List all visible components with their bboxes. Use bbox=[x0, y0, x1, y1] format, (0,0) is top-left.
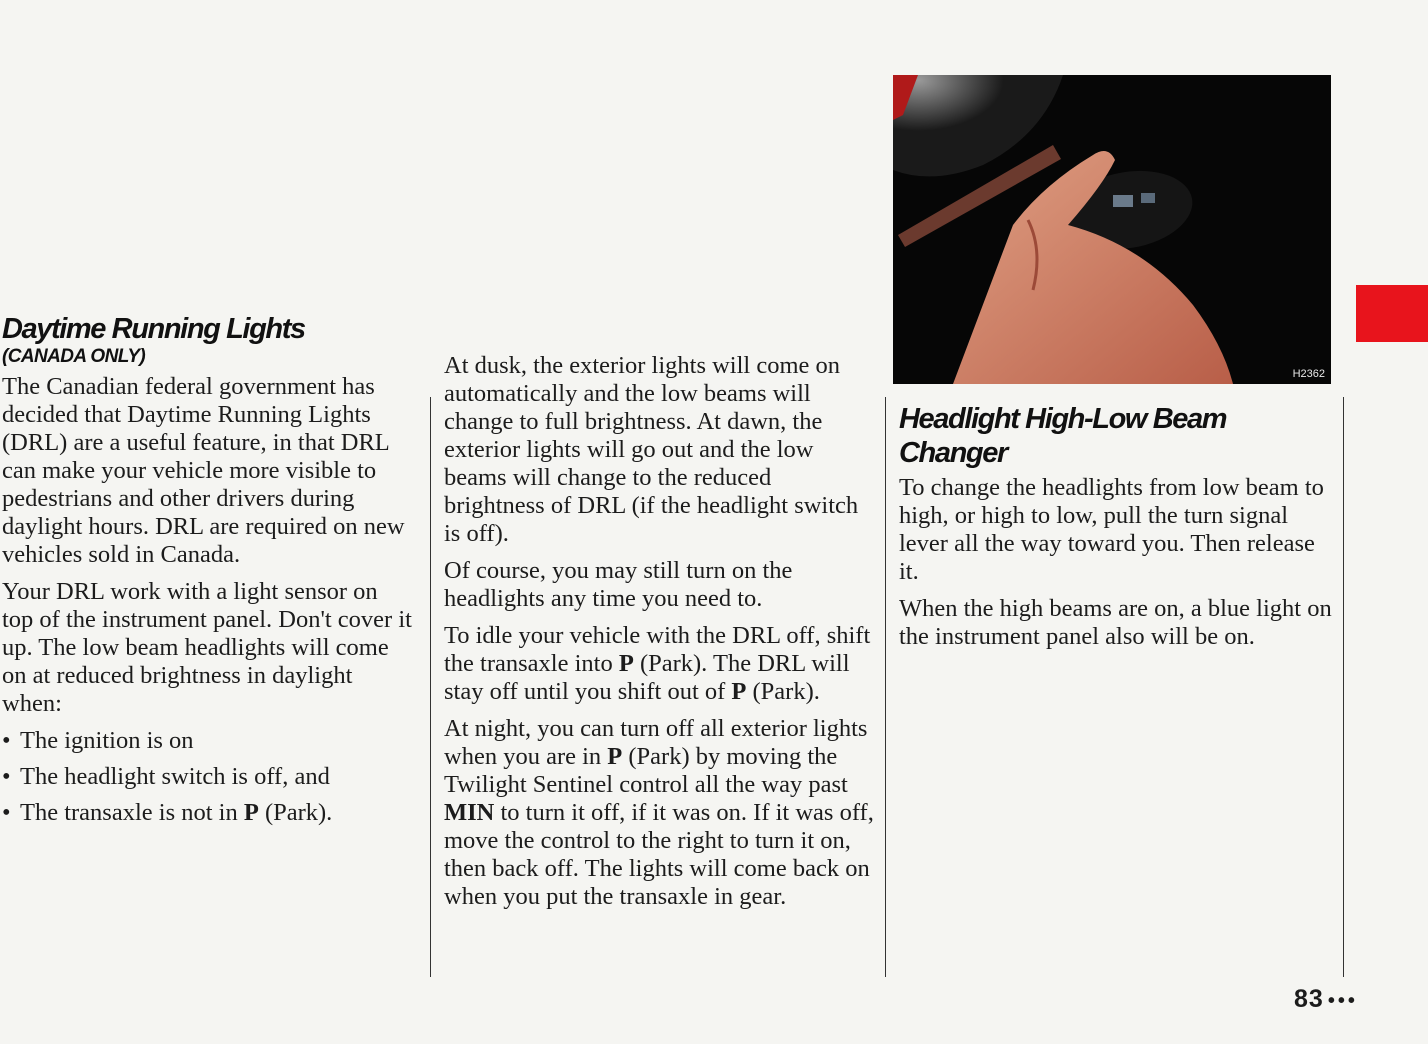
bullet-icon: • bbox=[2, 763, 11, 790]
bullet-text: The transaxle is not in bbox=[20, 799, 244, 826]
list-item bbox=[2, 799, 414, 827]
idle-paragraph bbox=[444, 622, 874, 706]
park-bold: P bbox=[243, 799, 259, 826]
bullet-icon: • bbox=[2, 799, 11, 826]
text-run: to turn it off, if it was on. If it was off, move the control to the right to turn it on, then back off. The lights will come back on when you put the transaxle in gear. bbox=[444, 799, 874, 910]
drl-conditions-list bbox=[2, 727, 414, 827]
beam-paragraph-1: To change the headlights from low beam to high, or high to low, pull the turn signal lever all the way toward you. Then release it. bbox=[899, 474, 1324, 585]
list-item bbox=[2, 763, 414, 791]
drl-paragraph-1: The Canadian federal government has decided that Daytime Running Lights (DRL) are a useful feature, in that DRL can make your vehicle more visible to pedestrians and other drivers during daylight hours. DRL are required on new vehicles sold in Canada. bbox=[2, 373, 405, 568]
beam-paragraph-2: When the high beams are on, a blue light on the instrument panel also will be on. bbox=[899, 595, 1332, 650]
beam-changer-heading: Headlight High-Low Beam Changer bbox=[899, 403, 1227, 469]
drl-continued-section bbox=[444, 352, 874, 920]
text-run: At night, you can turn off all exterior lights when you are in bbox=[444, 715, 868, 770]
column-divider bbox=[1343, 397, 1344, 977]
list-item bbox=[2, 727, 414, 755]
beam-changer-section bbox=[899, 402, 1335, 660]
dusk-dawn-paragraph: At dusk, the exterior lights will come on automatically and the low beams will change to full brightness. At dawn, the exterior lights will go out and the low beams will change to the reduced brightness of DRL (if the headlight switch is off). bbox=[444, 352, 859, 547]
drl-heading: Daytime Running Lights bbox=[2, 313, 305, 345]
turn-signal-lever-photo bbox=[893, 75, 1331, 384]
night-paragraph bbox=[444, 715, 874, 911]
park-bold: P bbox=[607, 743, 623, 770]
hand-on-lever-illustration bbox=[893, 75, 1331, 384]
text-run: (Park). bbox=[746, 678, 820, 705]
bullet-text: The ignition is on bbox=[20, 727, 194, 754]
bullet-text: The headlight switch is off, and bbox=[20, 763, 330, 790]
text-run: To idle your vehicle with the DRL off, shift the transaxle into bbox=[444, 622, 871, 677]
column-divider bbox=[430, 397, 431, 977]
park-bold: P bbox=[618, 650, 634, 677]
section-tab-marker bbox=[1356, 285, 1428, 342]
text-run: (Park). The DRL will stay off until you shift out of bbox=[444, 650, 850, 705]
park-bold: P bbox=[731, 678, 747, 705]
page-number-value: 83 bbox=[1294, 985, 1324, 1013]
bullet-icon: • bbox=[2, 727, 11, 754]
min-bold: MIN bbox=[444, 799, 495, 826]
page-dots: ••• bbox=[1327, 990, 1358, 1012]
text-run: (Park) by moving the Twilight Sentinel control all the way past bbox=[444, 743, 848, 798]
page-number bbox=[1294, 985, 1358, 1014]
photo-reference-label: H2362 bbox=[1292, 368, 1325, 380]
bullet-text: (Park). bbox=[258, 799, 333, 826]
headlights-paragraph: Of course, you may still turn on the headlights any time you need to. bbox=[444, 557, 793, 612]
column-divider bbox=[885, 397, 886, 977]
drl-paragraph-2: Your DRL work with a light sensor on top of the instrument panel. Don't cover it up. The low beam headlights will come on at reduced brightness in daylight when: bbox=[2, 578, 412, 717]
drl-subheading: (CANADA ONLY) bbox=[2, 346, 146, 367]
drl-section bbox=[2, 313, 414, 835]
